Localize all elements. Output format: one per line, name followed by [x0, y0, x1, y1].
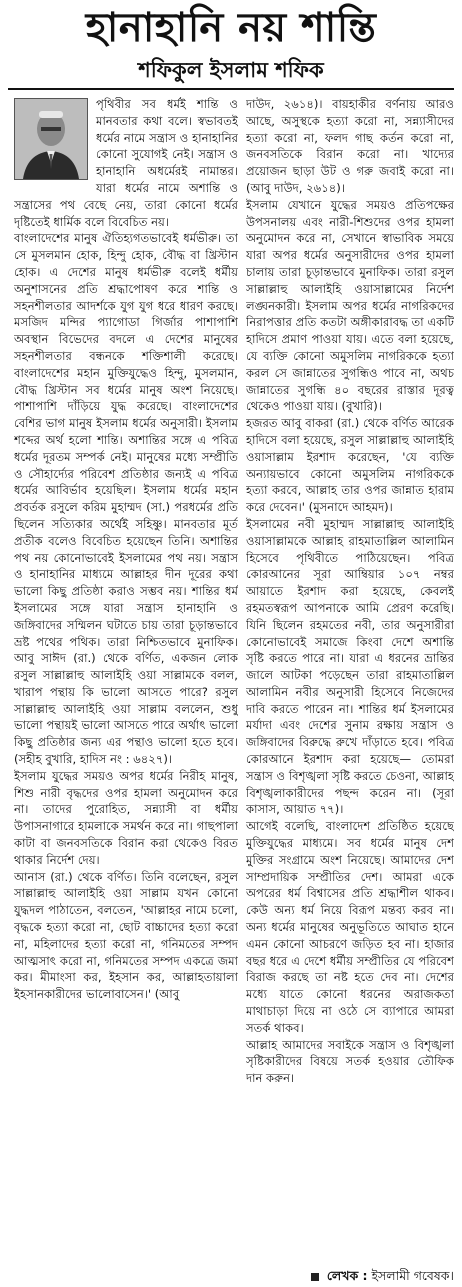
paragraph: আগেই বলেছি, বাংলাদেশ প্রতিষ্ঠিত হয়েছে মুক্তিযুদ্ধের মাধ্যমে। সব ধর্মের মানুষ দেশ মুক্তির সংগ্রামে অংশ নিয়েছে। আমাদের দেশ সাম্প্রদায়িক সম্প্রীতির দেশ। আমরা একে অপরের ধর্ম বিশ্বাসের প্রতি শ্রদ্ধাশীল থাকব। কেউ অন্য ধর্ম নিয়ে বিরূপ মন্তব্য করব না। অন্য ধর্মের মানুষের অনুভূতিতে আঘাত হানে এমন কোনো আচরণে জড়িত হব না। হাজার বছর ধরে এ দেশে ধর্মীয় সম্প্রীতির যে পরিবেশ বিরাজ করছে তা নষ্ট হতে দেব না। দেশের মধ্যে যাতে কোনো ধরনের অরাজকতা মাথাচাড়া দিয়ে না ওঠে সে ব্যাপারে আমরা সতর্ক থাকব।	[246, 819, 454, 1035]
paragraph: ইসলাম যুদ্ধের সময়ও অপর ধর্মের নিরীহ মানুষ, শিশু নারী বৃদ্ধদের ওপর হামলা অনুমোদন করে না। তাদের পুরোহিত, সন্ন্যাসী বা ধর্মীয় উপাসনাগারে হামলাকে সমর্থন করে না। গাছপালা কাটা বা জনবসতিকে বিরান করা থেকেও বিরত থাকার নির্দেশ দেয়।	[14, 768, 238, 867]
square-bullet-icon	[311, 1273, 319, 1281]
author-portrait-icon	[15, 99, 87, 179]
paragraph: ইসলাম যেখানে যুদ্ধের সময়ও প্রতিপক্ষের উপসনালয় এবং নারী-শিশুদের ওপর হামলা অনুমোদন করে না, সেখানে স্বাভাবিক সময়ে যারা অপর ধর্মের অনুসারীদের ওপর হামলা চালায় তারা চূড়ান্তভাবে মুনাফিক। তারা রসুল সাল্লাল্লাহু আলাইহি ওয়াসাল্লামের নির্দেশ লঙ্ঘনকারী। ইসলাম অপর ধর্মের নাগরিকদের নিরাপত্তার প্রতি কতটা অঙ্গীকারাবদ্ধ তা একটি হাদিসে প্রমাণ পাওয়া যায়। এতে বলা হয়েছে, যে ব্যক্তি কোনো অমুসলিম নাগরিককে হত্যা করল সে জান্নাতের সুগন্ধিও পাবে না, অথচ জান্নাতের সুগন্ধি ৪০ বছরের রাস্তার দূরত্ব থেকেও পাওয়া যায়। (বুখারি)।	[246, 197, 454, 414]
paragraph: আনাস (রা.) থেকে বর্ণিত। তিনি বলেছেন, রসুল সাল্লাল্লাহু আলাইহি ওয়া সাল্লাম যখন কোনো যুদ্ধদল পাঠাতেন, বলতেন, 'আল্লাহর নামে চলো, বৃদ্ধকে হত্যা করো না, ছোট বাচ্চাদের হত্যা করো না, মহিলাদের হত্যা করো না, গনিমতের সম্পদ আত্মসাৎ করো না, গনিমতের সম্পদ একত্রে জমা কর। মীমাংসা কর, ইহসান কর, আল্লাহতায়ালা ইহসানকারীদের ভালোবাসেন।' (আবু	[14, 869, 238, 1002]
header-divider	[8, 88, 454, 90]
left-column	[14, 96, 238, 1286]
paragraph: দাউদ, ২৬১৪)। বায়হাকীর বর্ণনায় আরও আছে, অসুস্থকে হত্যা করো না, সন্ন্যাসীদের হত্যা করো না, ফলদ গাছ কর্তন করো না, জনবসতিকে বিরান করো না। খাদ্যের প্রয়োজন ছাড়া উট ও গরু জবাই করো না। (আবু দাউদ, ২৬১৪)।	[246, 97, 454, 195]
article-byline: শফিকুল ইসলাম শফিক	[138, 58, 324, 82]
paragraph: পৃথিবীর সব ধর্মই শান্তি ও মানবতার কথা বলে। স্বভাবতই ধর্মের নামে সন্ত্রাস ও হানাহানির কোনো সুযোগই নেই। সন্ত্রাস ও হানাহানি অধর্মেরই নামান্তর। যারা ধর্মের নামে অশান্তি ও সন্ত্রাসের পথ বেছে নেয়, তারা কোনো ধর্মের দৃষ্টিতেই ধার্মিক বলে বিবেচিত নয়।	[14, 97, 238, 229]
author-photo	[14, 98, 88, 180]
author-note	[246, 1268, 454, 1284]
paragraph: আল্লাহ আমাদের সবাইকে সন্ত্রাস ও বিশৃঙ্খলা সৃষ্টিকারীদের বিষয়ে সতর্ক হওয়ার তৌফিক দান করুন।	[246, 1037, 454, 1086]
paragraph: হজরত আবু বাকরা (রা.) থেকে বর্ণিত আরেক হাদিসে বলা হয়েছে, রসুল সাল্লাল্লাহু আলাইহি ওয়াসাল্লাম ইরশাদ করেছেন, 'যে ব্যক্তি অন্যায়ভাবে কোনো অমুসলিম নাগরিককে হত্যা করবে, আল্লাহ তার ওপর জান্নাত হারাম করে দেবেন।' (মুসনাদে আহমদ)।	[246, 416, 454, 515]
paragraph: ইসলামের নবী মুহাম্মদ সাল্লাল্লাহু আলাইহি ওয়াসাল্লামকে আল্লাহ রাহমাতাল্লিল আলামিন হিসেবে পৃথিবীতে পাঠিয়েছেন। পবিত্র কোরআনের সূরা আম্বিয়ার ১০৭ নম্বর আয়াতে ইরশাদ করা হয়েছে, কেবলই রহমতস্বরূপ আপনাকে আমি প্রেরণ করেছি। যিনি ছিলেন রহমতের নবী, তার অনুসারীরা কোনোভাবেই সমাজে কিংবা দেশে অশান্তি সৃষ্টি করতে পারে না। যারা এ ধরনের ভ্রান্তির জালে আটকা পড়েছেন তারা রাহমাতাল্লিল আলামিন নবীর অনুসারী হিসেবে নিজেদের দাবি করতে পারেন না। শান্তির ধর্ম ইসলামের মর্যাদা এবং দেশের সুনাম রক্ষায় সন্ত্রাস ও জঙ্গিবাদের বিরুদ্ধে রুখে দাঁড়াতে হবে। পবিত্র কোরআনে ইরশাদ করা হয়েছে— তোমরা সন্ত্রাস ও বিশৃঙ্খলা সৃষ্টি করতে চেওনা, আল্লাহ বিশৃঙ্খলাকারীদের পছন্দ করেন না। (সূরা কাসাস, আয়াত ৭৭)।	[246, 516, 454, 817]
right-column	[246, 96, 454, 1286]
paragraph: বাংলাদেশের মানুষ ঐতিহ্যগতভাবেই ধর্মভীরু। তা সে মুসলমান হোক, হিন্দু হোক, বৌদ্ধ বা খ্রিস্টান হোক। এ দেশের মানুষ ধর্মভীরু বলেই ধর্মীয় অনুশাসনের প্রতি শ্রদ্ধাপোষণ করে শান্তি ও সহনশীলতার আদর্শকে যুগ যুগ ধরে ধারণ করছে। মসজিদ মন্দির প্যাগোডা গির্জার পাশাপাশি অবস্থান বিভেদের বদলে এ দেশের মানুষের সহনশীলতার বন্ধনকে শক্তিশালী করেছে। বাংলাদেশের মহান মুক্তিযুদ্ধেও হিন্দু, মুসলমান, বৌদ্ধ খ্রিস্টান সব ধর্মের মানুষ অংশ নিয়েছে। পাশাপাশি দাঁড়িয়ে যুদ্ধ করেছে। বাংলাদেশের বেশির ভাগ মানুষ ইসলাম ধর্মের অনুসারী। ইসলাম শব্দের অর্থ হলো শান্তি। অশান্তির সঙ্গে এ পবিত্র ধর্মের দূরতম সম্পর্ক নেই। মানুষের মধ্যে সম্প্রীতি ও সৌহার্দ্যের পরিবেশ প্রতিষ্ঠার জন্যই এ পবিত্র ধর্মের আবির্ভাব হয়েছিল। ইসলাম ধর্মের মহান প্রবর্তক রসুলে করিম মুহাম্মদ (সা.) পরধর্মের প্রতি ছিলেন সত্যিকার অর্থেই সহিষ্ণু। মানবতার মূর্ত প্রতীক বলেও বিবেচিত হয়েছেন তিনি। অশান্তির পথ নয় কোনোভাবেই ইসলামের পথ নয়। সন্ত্রাস ও হানাহানির মাধ্যমে আল্লাহর দীন দূরের কথা ভালো কিছু প্রতিষ্ঠা করাও সম্ভব নয়। শান্তির ধর্ম ইসলামের সঙ্গে যারা সন্ত্রাস হানাহানি ও জঙ্গিবাদের সম্মিলন ঘটাতে চায় তারা চূড়ান্তভাবে ভ্রষ্ট পথের পথিক। তারা নিশ্চিতভাবে মুনাফিক। আবু সাঈদ (রা.) থেকে বর্ণিত, একজন লোক রসুল সাল্লাল্লাহু আলাইহি ওয়া সাল্লামকে বলল, খারাপ পন্থায় কি ভালো আসতে পারে? রসুল সাল্লাল্লাহু আলাইহি ওয়া সাল্লাম বললেন, শুধু ভালো পন্থায়ই ভালো আসতে পারে অর্থাৎ ভালো কিছু প্রতিষ্ঠার জন্য এর পন্থাও ভালো হতে হবে। (সহীহ বুখারি, হাদিস নং : ৬৪২৭)।	[14, 231, 238, 767]
article-headline: হানাহানি নয় শান্তি	[85, 4, 377, 51]
author-note-text: ইসলামী গবেষক।	[371, 1268, 454, 1283]
author-note-label: লেখক :	[326, 1268, 368, 1283]
